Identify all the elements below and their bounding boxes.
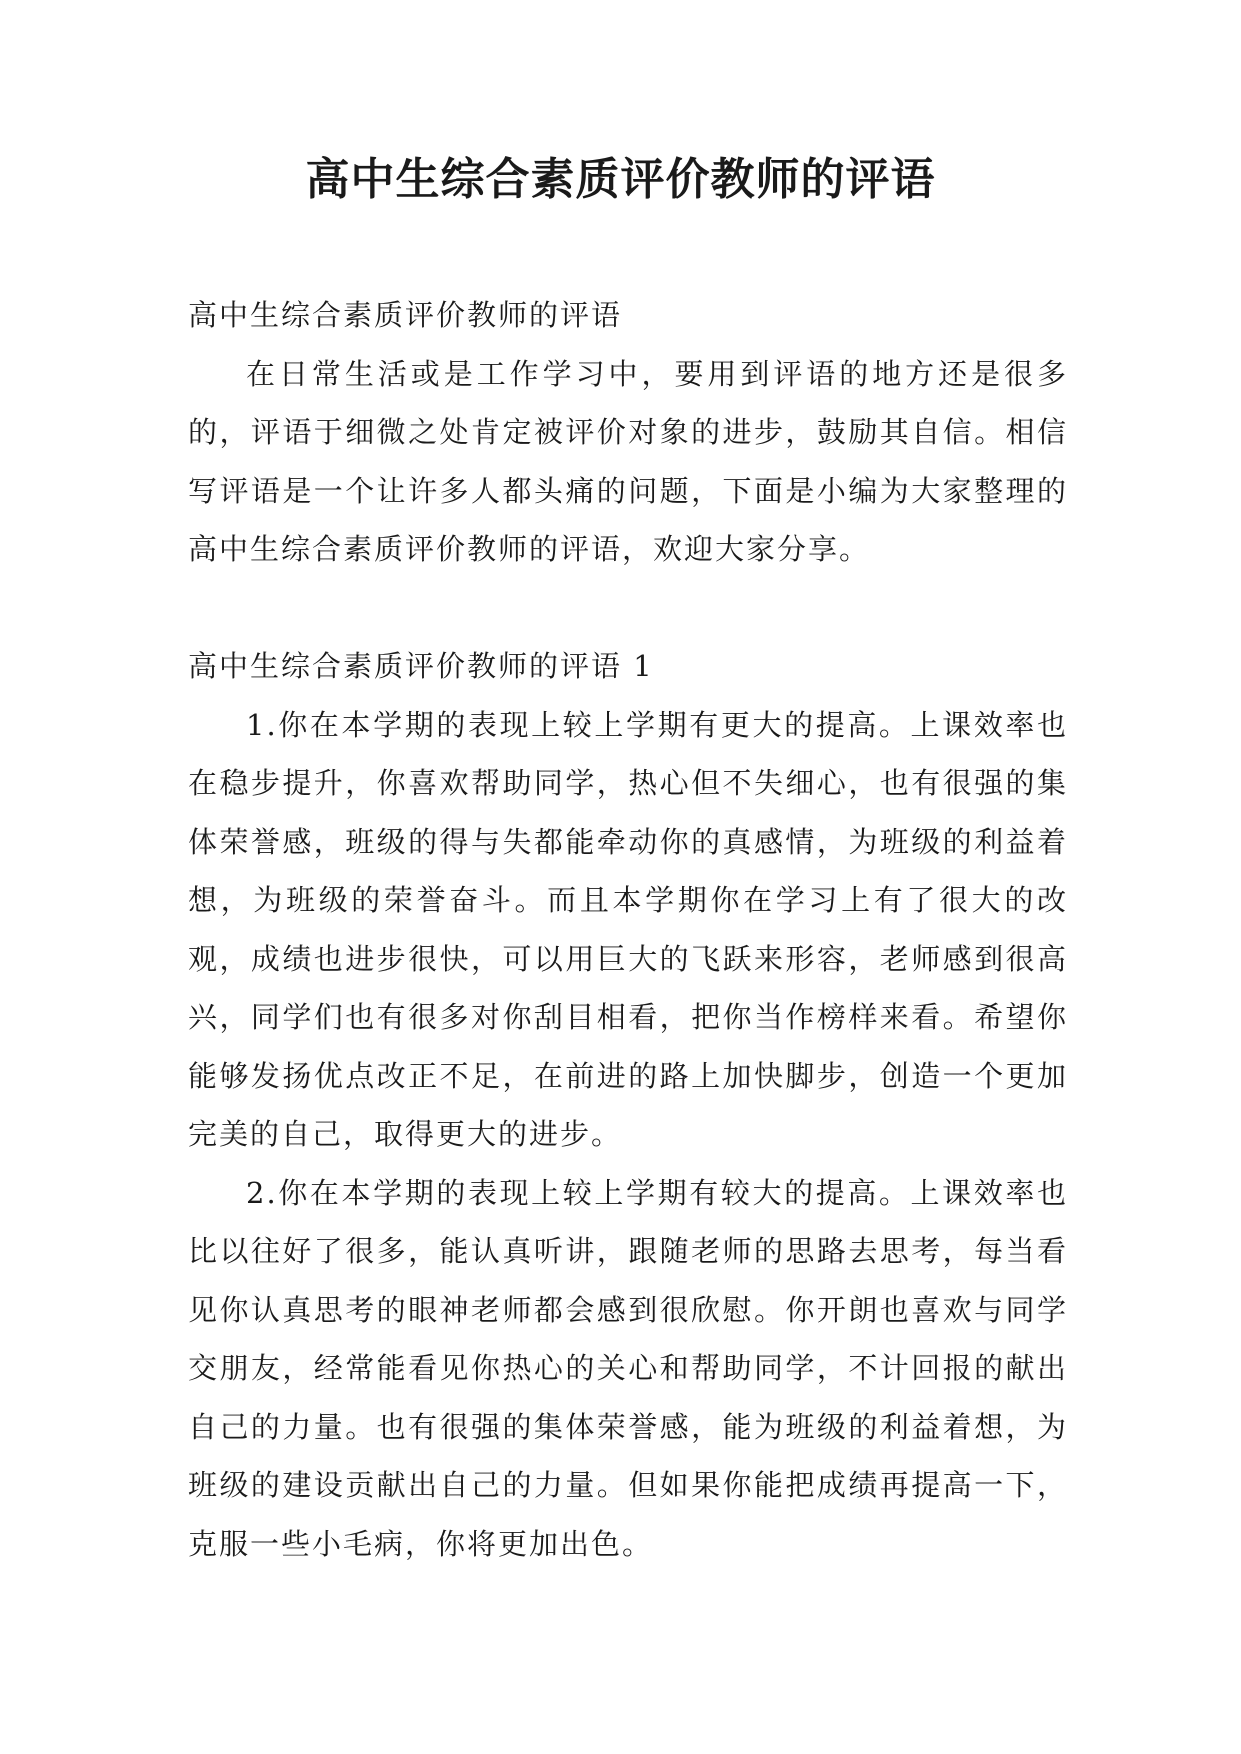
section-heading: 高中生综合素质评价教师的评语 1 bbox=[188, 649, 654, 683]
comment-paragraph-2: 2.你在本学期的表现上较上学期有较大的提高。上课效率也比以往好了很多，能认真听讲，跟随老师的思路去思考，每当看见你认真思考的眼神老师都会感到很欣慰。你开朗也喜欢与同学交朋友，经常能看见你热心的关心和帮助同学，不计回报的献出自己的力量。也有很强的集体荣誉感，能为班级的利益着想，为班级的建设贡献出自己的力量。但如果你能把成绩再提高一下，克服一些小毛病，你将更加出色。 bbox=[188, 1175, 1068, 1561]
document-body bbox=[188, 286, 1068, 1573]
section-spacer bbox=[188, 579, 1068, 638]
intro-paragraph: 在日常生活或是工作学习中，要用到评语的地方还是很多的，评语于细微之处肯定被评价对象的进步，鼓励其自信。相信写评语是一个让许多人都头痛的问题，下面是小编为大家整理的高中生综合素质评价教师的评语，欢迎大家分享。 bbox=[188, 356, 1068, 566]
comment-paragraph-1: 1.你在本学期的表现上较上学期有更大的提高。上课效率也在稳步提升，你喜欢帮助同学，热心但不失细心，也有很强的集体荣誉感，班级的得与失都能牵动你的真感情，为班级的利益着想，为班级的荣誉奋斗。而且本学期你在学习上有了很大的改观，成绩也进步很快，可以用巨大的飞跃来形容，老师感到很高兴，同学们也有很多对你刮目相看，把你当作榜样来看。希望你能够发扬优点改正不足，在前进的路上加快脚步，创造一个更加完美的自己，取得更大的进步。 bbox=[188, 707, 1068, 1151]
document-title: 高中生综合素质评价教师的评语 bbox=[305, 154, 936, 205]
intro-heading: 高中生综合素质评价教师的评语 bbox=[188, 298, 623, 332]
